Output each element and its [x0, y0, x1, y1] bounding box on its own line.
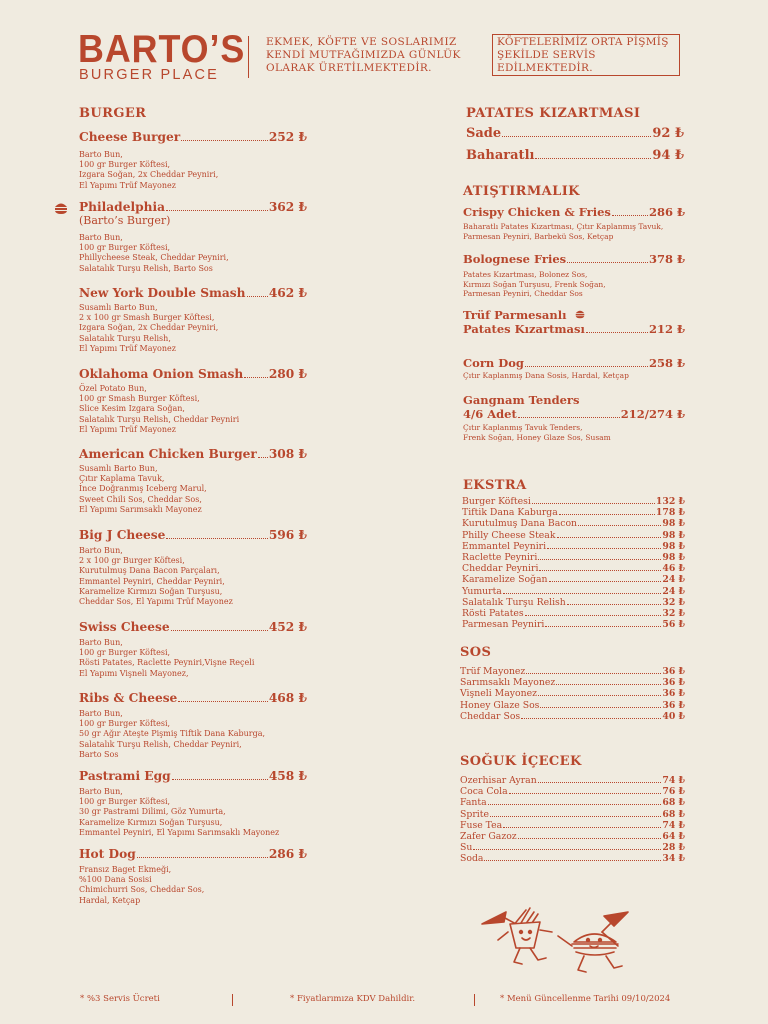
item-price: 76 ₺	[662, 786, 685, 798]
item-description: Çıtır Kaplanmış Tavuk Tenders, Frenk Soğan, Honey Glaze Sos, Susam	[463, 423, 611, 442]
item-price: 362 ₺	[268, 200, 307, 214]
item-name: Salatalık Turşu Relish	[462, 596, 566, 608]
item-name: Hot Dog	[79, 847, 136, 861]
item-price: 98 ₺	[662, 529, 685, 541]
price-row	[460, 831, 685, 842]
item-name: Coca Cola	[460, 786, 508, 798]
price-row	[460, 820, 685, 831]
price-row	[462, 597, 685, 608]
item-name: Soda	[460, 853, 484, 865]
cooking-note: KÖFTELERİMİZ ORTA PİŞMİŞ ŞEKİLDE SERVİS EDİLMEKTEDİR.	[492, 34, 680, 76]
item-price: 32 ₺	[662, 596, 685, 608]
item-description: Barto Bun, 100 gr Burger Köftesi, Phillycheese Steak, Cheddar Peyniri, Salatalık Turşu Relish, Barto Sos	[79, 233, 229, 273]
footer-divider	[232, 994, 233, 1006]
item-description: Barto Bun, 100 gr Burger Köftesi, Rösti Patates, Raclette Peyniri,Vişne Reçeli El Yapımı Vişneli Mayonez,	[79, 638, 255, 678]
sauce-list	[460, 666, 685, 722]
item-price: 64 ₺	[662, 830, 685, 842]
menu-item	[79, 200, 307, 274]
item-description: Barto Bun, 2 x 100 gr Burger Köftesi, Kurutulmuş Dana Bacon Parçaları, Emmantel Peyniri, Cheddar Peyniri, Karamelize Kırmızı Soğan Turşusu, Cheddar Sos, El Yapımı Trüf Mayonez	[79, 546, 233, 607]
item-price: 24 ₺	[662, 574, 685, 586]
footer-vat-note: * Fiyatlarımıza KDV Dahildir.	[290, 994, 416, 1004]
section-title-extra: EKSTRA	[463, 478, 527, 493]
item-name: Raclette Peyniri	[462, 551, 538, 563]
menu-item	[79, 847, 307, 906]
item-name: Zafer Gazoz	[460, 830, 517, 842]
price-row	[462, 619, 685, 630]
item-name: American Chicken Burger	[79, 447, 257, 461]
item-price: 596 ₺	[268, 528, 307, 542]
item-price: 98 ₺	[662, 551, 685, 563]
item-price: 36 ₺	[662, 666, 685, 677]
price-row	[462, 530, 685, 541]
item-description: Fransız Baget Ekmeği, %100 Dana Sosisi Chimichurri Sos, Cheddar Sos, Hardal, Ketçap	[79, 865, 205, 905]
item-subtitle: (Barto’s Burger)	[79, 214, 171, 227]
item-price: 132 ₺	[655, 496, 685, 507]
menu-item: Gangnam Tenders 4/6 Adet 212/274 ₺ Çıtır Kaplanmış Tavuk Tenders, Frenk Soğan, Honey Glaze Sos, Susam	[463, 393, 685, 442]
menu-item	[79, 447, 307, 515]
intro-text: EKMEK, KÖFTE VE SOSLARIMIZ KENDİ MUTFAĞIMIZDA GÜNLÜK OLARAK ÜRETİLMEKTEDİR.	[266, 36, 461, 74]
item-name: Pastrami Egg	[79, 769, 171, 783]
item-description: Susamlı Barto Bun, Çıtır Kaplama Tavuk, İnce Doğranmış Iceberg Marul, Sweet Chili Sos, Cheddar Sos, El Yapımı Sarımsaklı Mayonez	[79, 464, 207, 514]
signature-burger-icon	[574, 309, 586, 319]
item-description: Susamlı Barto Bun, 2 x 100 gr Smash Burger Köftesi, Izgara Soğan, 2x Cheddar Peyniri, Salatalık Turşu Relish, El Yapımı Trüf Mayonez	[79, 303, 219, 353]
menu-item: Sade 92 ₺	[466, 126, 684, 141]
footer-service-note: * %3 Servis Ücreti	[80, 994, 160, 1004]
price-row	[462, 563, 685, 574]
menu-item	[79, 286, 307, 354]
item-description: Barto Bun, 100 gr Burger Köftesi, Izgara Soğan, 2x Cheddar Peyniri, El Yapımı Trüf Mayonez	[79, 150, 219, 190]
price-row	[460, 688, 685, 699]
item-price: 68 ₺	[662, 808, 685, 820]
section-title-drinks: SOĞUK İÇECEK	[460, 754, 582, 769]
item-name: Oklahoma Onion Smash	[79, 367, 244, 381]
price-row	[462, 574, 685, 585]
price-row	[460, 711, 685, 722]
item-name: Cheese Burger	[79, 130, 181, 144]
item-name: Fuse Tea	[460, 819, 503, 831]
item-price: 468 ₺	[268, 691, 307, 705]
item-price: 98 ₺	[662, 518, 685, 530]
item-name: Sprite	[460, 808, 489, 820]
item-name: Yumurta	[462, 585, 502, 597]
section-title-fries: PATATES KIZARTMASI	[466, 106, 641, 121]
footer-update-date: * Menü Güncellenme Tarihi 09/10/2024	[500, 994, 671, 1004]
item-name: New York Double Smash	[79, 286, 246, 300]
item-price: 36 ₺	[662, 699, 685, 711]
price-row	[462, 541, 685, 552]
menu-item: Bolognese Fries 378 ₺ Patates Kızartması, Bolonez Sos, Kırmızı Soğan Turşusu, Frenk Soğan, Parmesan Peyniri, Cheddar Sos	[463, 252, 685, 299]
menu-item: Baharatlı 94 ₺	[466, 148, 684, 163]
price-row	[460, 842, 685, 853]
item-price: 452 ₺	[268, 620, 307, 634]
price-row	[462, 518, 685, 529]
price-row	[460, 809, 685, 820]
menu-item: Trüf Parmesanlı Patates Kızartması 212 ₺	[463, 308, 685, 336]
item-price: 280 ₺	[268, 367, 307, 381]
item-price: 68 ₺	[662, 797, 685, 809]
item-price: 56 ₺	[662, 619, 685, 631]
price-row	[462, 507, 685, 518]
item-name: Philly Cheese Steak	[462, 529, 556, 541]
item-name: Fanta	[460, 797, 487, 809]
item-description: Özel Potato Bun, 100 gr Smash Burger Köftesi, Slice Kesim Izgara Soğan, Salatalık Turşu Relish, Cheddar Peyniri El Yapımı Trüf Mayonez	[79, 384, 240, 434]
extra-list	[462, 496, 685, 630]
item-price: 40 ₺	[662, 710, 685, 722]
item-price: 32 ₺	[662, 607, 685, 619]
brand-logo: BARTO’S	[78, 28, 246, 71]
item-description: Barto Bun, 100 gr Burger Köftesi, 30 gr Pastrami Dilimi, Göz Yumurta, Karamelize Kırmızı Soğan Turşusu, Emmantel Peyniri, El Yapımı Sarımsaklı Mayonez	[79, 787, 280, 837]
item-description: Çıtır Kaplanmış Dana Sosis, Hardal, Ketçap	[463, 371, 629, 380]
item-name: Burger Köftesi	[462, 496, 531, 507]
item-price: 178 ₺	[655, 507, 685, 519]
menu-item	[79, 528, 307, 607]
item-price: 458 ₺	[268, 769, 307, 783]
item-name: Swiss Cheese	[79, 620, 170, 634]
drinks-list	[460, 775, 685, 865]
item-price: 74 ₺	[662, 819, 685, 831]
section-title-sauce: SOS	[460, 645, 492, 660]
item-price: 252 ₺	[268, 130, 307, 144]
price-row	[460, 700, 685, 711]
item-price: 308 ₺	[268, 447, 307, 461]
menu-item: Crispy Chicken & Fries 286 ₺ Baharatlı Patates Kızartması, Çıtır Kaplanmış Tavuk, Parmesan Peyniri, Barbekü Sos, Ketçap	[463, 205, 685, 241]
footer-divider	[474, 994, 475, 1006]
price-row	[460, 666, 685, 677]
menu-item	[79, 130, 307, 191]
item-price: 34 ₺	[662, 853, 685, 865]
price-row	[460, 677, 685, 688]
item-name: Parmesan Peyniri	[462, 619, 545, 631]
item-description: Patates Kızartması, Bolonez Sos, Kırmızı Soğan Turşusu, Frenk Soğan, Parmesan Peyniri, Cheddar Sos	[463, 270, 606, 299]
item-name: Kurutulmuş Dana Bacon	[462, 518, 578, 530]
price-row	[460, 775, 685, 786]
item-price: 36 ₺	[662, 688, 685, 700]
item-price: 28 ₺	[662, 842, 685, 854]
item-name: Karamelize Soğan	[462, 574, 548, 586]
menu-item: Corn Dog 258 ₺ Çıtır Kaplanmış Dana Sosis, Hardal, Ketçap	[463, 356, 685, 380]
item-name: Cheddar Sos	[460, 710, 521, 722]
signature-burger-icon	[53, 201, 69, 215]
item-name: Ozerhisar Ayran	[460, 775, 537, 786]
item-name: Sarımsaklı Mayonez	[460, 677, 556, 689]
menu-item	[79, 769, 307, 838]
price-row	[462, 586, 685, 597]
item-price: 74 ₺	[662, 775, 685, 786]
price-row	[460, 797, 685, 808]
item-name: Philadelphia	[79, 200, 165, 214]
item-name: Tiftik Dana Kaburga	[462, 507, 558, 519]
item-name: Rösti Patates	[462, 607, 524, 619]
price-row	[460, 853, 685, 864]
item-price: 36 ₺	[662, 677, 685, 689]
mascot-illustration	[478, 902, 638, 974]
item-name: Emmantel Peyniri	[462, 540, 547, 552]
brand-subtitle: BURGER PLACE	[79, 67, 220, 83]
item-price: 98 ₺	[662, 540, 685, 552]
menu-item	[79, 691, 307, 760]
price-row	[462, 496, 685, 507]
item-name: Honey Glaze Sos	[460, 699, 540, 711]
item-description: Baharatlı Patates Kızartması, Çıtır Kaplanmış Tavuk, Parmesan Peyniri, Barbekü Sos, Ketçap	[463, 222, 664, 241]
item-description: Barto Bun, 100 gr Burger Köftesi, 50 gr Ağır Ateşte Pişmiş Tiftik Dana Kaburga, Salatalık Turşu Relish, Cheddar Peyniri, Barto Sos	[79, 709, 266, 759]
menu-item	[79, 620, 307, 679]
header-divider	[248, 36, 249, 78]
item-price: 462 ₺	[268, 286, 307, 300]
price-row	[460, 786, 685, 797]
section-title-snacks: ATIŞTIRMALIK	[463, 184, 580, 199]
item-name: Cheddar Peyniri	[462, 563, 539, 575]
item-name: Trüf Mayonez	[460, 666, 526, 677]
price-row	[462, 552, 685, 563]
section-title-burger: BURGER	[79, 106, 147, 121]
item-price: 286 ₺	[268, 847, 307, 861]
item-name: Ribs & Cheese	[79, 691, 178, 705]
price-row	[462, 608, 685, 619]
item-price: 24 ₺	[662, 585, 685, 597]
item-price: 46 ₺	[662, 563, 685, 575]
item-name: Vişneli Mayonez	[460, 688, 537, 700]
item-name: Big J Cheese	[79, 528, 166, 542]
menu-item	[79, 367, 307, 435]
item-name: Su	[460, 842, 473, 854]
